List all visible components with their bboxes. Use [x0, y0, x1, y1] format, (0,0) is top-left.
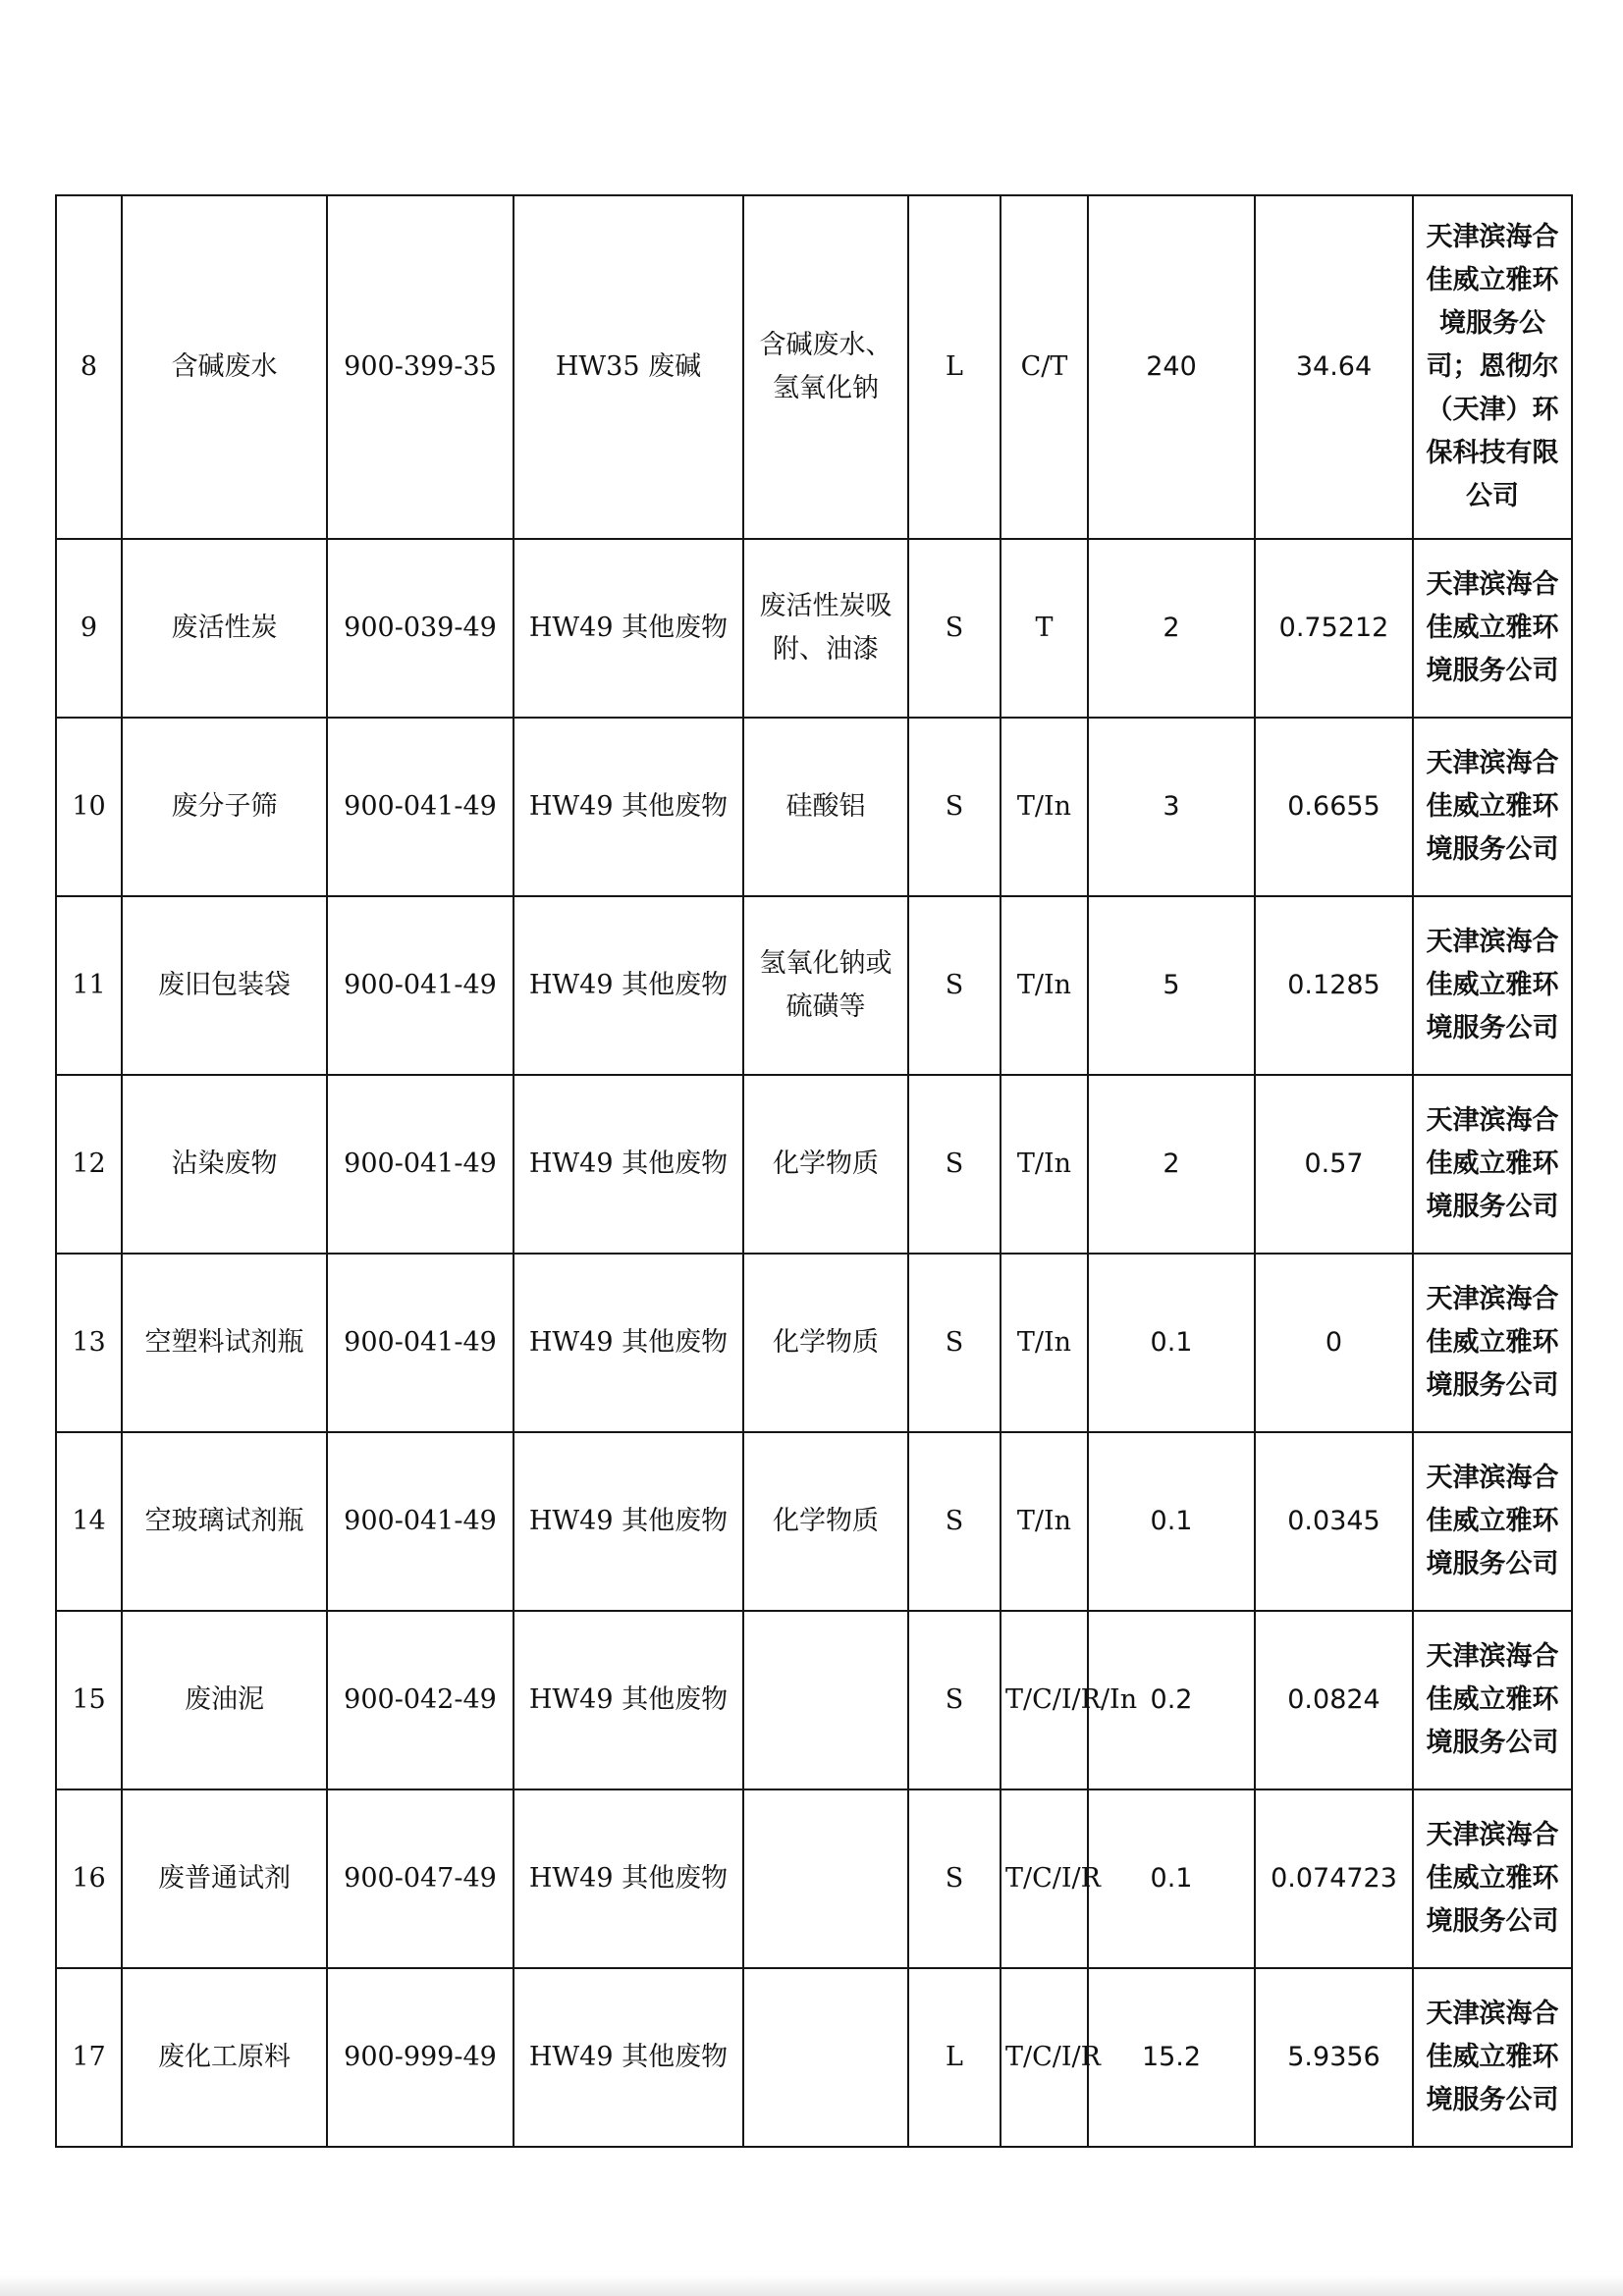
waste-category: HW35 废碱 [514, 195, 743, 539]
waste-name: 废油泥 [122, 1611, 327, 1789]
main-components: 含碱废水、氢氧化钠 [743, 195, 908, 539]
waste-name: 沾染废物 [122, 1075, 327, 1254]
hazard-property: T/C/I/R [1001, 1968, 1088, 2147]
main-components: 废活性炭吸附、油漆 [743, 539, 908, 718]
quantity-a: 0.2 [1088, 1611, 1255, 1789]
quantity-b: 0.57 [1255, 1075, 1413, 1254]
disposal-unit: 天津滨海合佳威立雅环境服务公司 [1413, 718, 1572, 896]
row-number: 15 [56, 1611, 122, 1789]
waste-category: HW49 其他废物 [514, 1075, 743, 1254]
quantity-a: 3 [1088, 718, 1255, 896]
main-components: 化学物质 [743, 1432, 908, 1611]
waste-code: 900-039-49 [327, 539, 514, 718]
row-number: 11 [56, 896, 122, 1075]
waste-code: 900-041-49 [327, 718, 514, 896]
disposal-unit: 天津滨海合佳威立雅环境服务公司 [1413, 1611, 1572, 1789]
disposal-unit: 天津滨海合佳威立雅环境服务公司 [1413, 539, 1572, 718]
disposal-unit: 天津滨海合佳威立雅环境服务公司；恩彻尔（天津）环保科技有限公司 [1413, 195, 1572, 539]
disposal-unit: 天津滨海合佳威立雅环境服务公司 [1413, 1789, 1572, 1968]
table-row [56, 1254, 1572, 1432]
physical-form: S [908, 1075, 1001, 1254]
quantity-a: 15.2 [1088, 1968, 1255, 2147]
waste-name: 空塑料试剂瓶 [122, 1254, 327, 1432]
quantity-b: 5.9356 [1255, 1968, 1413, 2147]
waste-code: 900-999-49 [327, 1968, 514, 2147]
table-row [56, 195, 1572, 539]
physical-form: S [908, 1789, 1001, 1968]
waste-name: 空玻璃试剂瓶 [122, 1432, 327, 1611]
physical-form: S [908, 1611, 1001, 1789]
main-components [743, 1611, 908, 1789]
quantity-a: 0.1 [1088, 1789, 1255, 1968]
waste-name: 废分子筛 [122, 718, 327, 896]
hazard-property: T [1001, 539, 1088, 718]
main-components: 化学物质 [743, 1075, 908, 1254]
row-number: 17 [56, 1968, 122, 2147]
physical-form: S [908, 896, 1001, 1075]
main-components: 氢氧化钠或硫磺等 [743, 896, 908, 1075]
waste-name: 废化工原料 [122, 1968, 327, 2147]
waste-name: 废活性炭 [122, 539, 327, 718]
waste-category: HW49 其他废物 [514, 718, 743, 896]
waste-code: 900-041-49 [327, 1075, 514, 1254]
physical-form: S [908, 539, 1001, 718]
hazard-property: T/In [1001, 1075, 1088, 1254]
disposal-unit: 天津滨海合佳威立雅环境服务公司 [1413, 896, 1572, 1075]
hazard-property: T/In [1001, 1432, 1088, 1611]
waste-name: 废旧包装袋 [122, 896, 327, 1075]
table-row [56, 1968, 1572, 2147]
disposal-unit: 天津滨海合佳威立雅环境服务公司 [1413, 1968, 1572, 2147]
main-components: 硅酸铝 [743, 718, 908, 896]
quantity-b: 34.64 [1255, 195, 1413, 539]
table-row [56, 896, 1572, 1075]
quantity-a: 0.1 [1088, 1254, 1255, 1432]
waste-category: HW49 其他废物 [514, 1254, 743, 1432]
table-row [56, 1432, 1572, 1611]
quantity-a: 0.1 [1088, 1432, 1255, 1611]
quantity-b: 0.074723 [1255, 1789, 1413, 1968]
hazard-property: T/C/I/R/In [1001, 1611, 1088, 1789]
waste-category: HW49 其他废物 [514, 539, 743, 718]
main-components [743, 1968, 908, 2147]
hazard-property: T/In [1001, 1254, 1088, 1432]
waste-code: 900-041-49 [327, 896, 514, 1075]
physical-form: S [908, 1254, 1001, 1432]
waste-code: 900-047-49 [327, 1789, 514, 1968]
physical-form: S [908, 718, 1001, 896]
table-row [56, 1789, 1572, 1968]
row-number: 14 [56, 1432, 122, 1611]
quantity-b: 0.6655 [1255, 718, 1413, 896]
quantity-b: 0.1285 [1255, 896, 1413, 1075]
disposal-unit: 天津滨海合佳威立雅环境服务公司 [1413, 1075, 1572, 1254]
table-row [56, 539, 1572, 718]
table-row [56, 1075, 1572, 1254]
quantity-a: 240 [1088, 195, 1255, 539]
scan-bottom-edge [0, 2275, 1623, 2296]
main-components: 化学物质 [743, 1254, 908, 1432]
quantity-a: 2 [1088, 539, 1255, 718]
table-row [56, 718, 1572, 896]
waste-code: 900-042-49 [327, 1611, 514, 1789]
row-number: 12 [56, 1075, 122, 1254]
row-number: 16 [56, 1789, 122, 1968]
physical-form: L [908, 1968, 1001, 2147]
waste-name: 废普通试剂 [122, 1789, 327, 1968]
main-components [743, 1789, 908, 1968]
table-row [56, 1611, 1572, 1789]
physical-form: S [908, 1432, 1001, 1611]
row-number: 13 [56, 1254, 122, 1432]
hazard-property: C/T [1001, 195, 1088, 539]
physical-form: L [908, 195, 1001, 539]
quantity-a: 5 [1088, 896, 1255, 1075]
quantity-b: 0.0345 [1255, 1432, 1413, 1611]
row-number: 8 [56, 195, 122, 539]
quantity-b: 0.0824 [1255, 1611, 1413, 1789]
waste-category: HW49 其他废物 [514, 1432, 743, 1611]
hazard-property: T/In [1001, 718, 1088, 896]
hazard-property: T/In [1001, 896, 1088, 1075]
waste-category: HW49 其他废物 [514, 896, 743, 1075]
hazardous-waste-table [55, 194, 1573, 2148]
waste-category: HW49 其他废物 [514, 1968, 743, 2147]
row-number: 10 [56, 718, 122, 896]
waste-code: 900-041-49 [327, 1432, 514, 1611]
waste-category: HW49 其他废物 [514, 1789, 743, 1968]
quantity-b: 0.75212 [1255, 539, 1413, 718]
waste-name: 含碱废水 [122, 195, 327, 539]
hazard-property: T/C/I/R [1001, 1789, 1088, 1968]
disposal-unit: 天津滨海合佳威立雅环境服务公司 [1413, 1432, 1572, 1611]
waste-code: 900-399-35 [327, 195, 514, 539]
waste-code: 900-041-49 [327, 1254, 514, 1432]
row-number: 9 [56, 539, 122, 718]
quantity-a: 2 [1088, 1075, 1255, 1254]
disposal-unit: 天津滨海合佳威立雅环境服务公司 [1413, 1254, 1572, 1432]
quantity-b: 0 [1255, 1254, 1413, 1432]
waste-category: HW49 其他废物 [514, 1611, 743, 1789]
